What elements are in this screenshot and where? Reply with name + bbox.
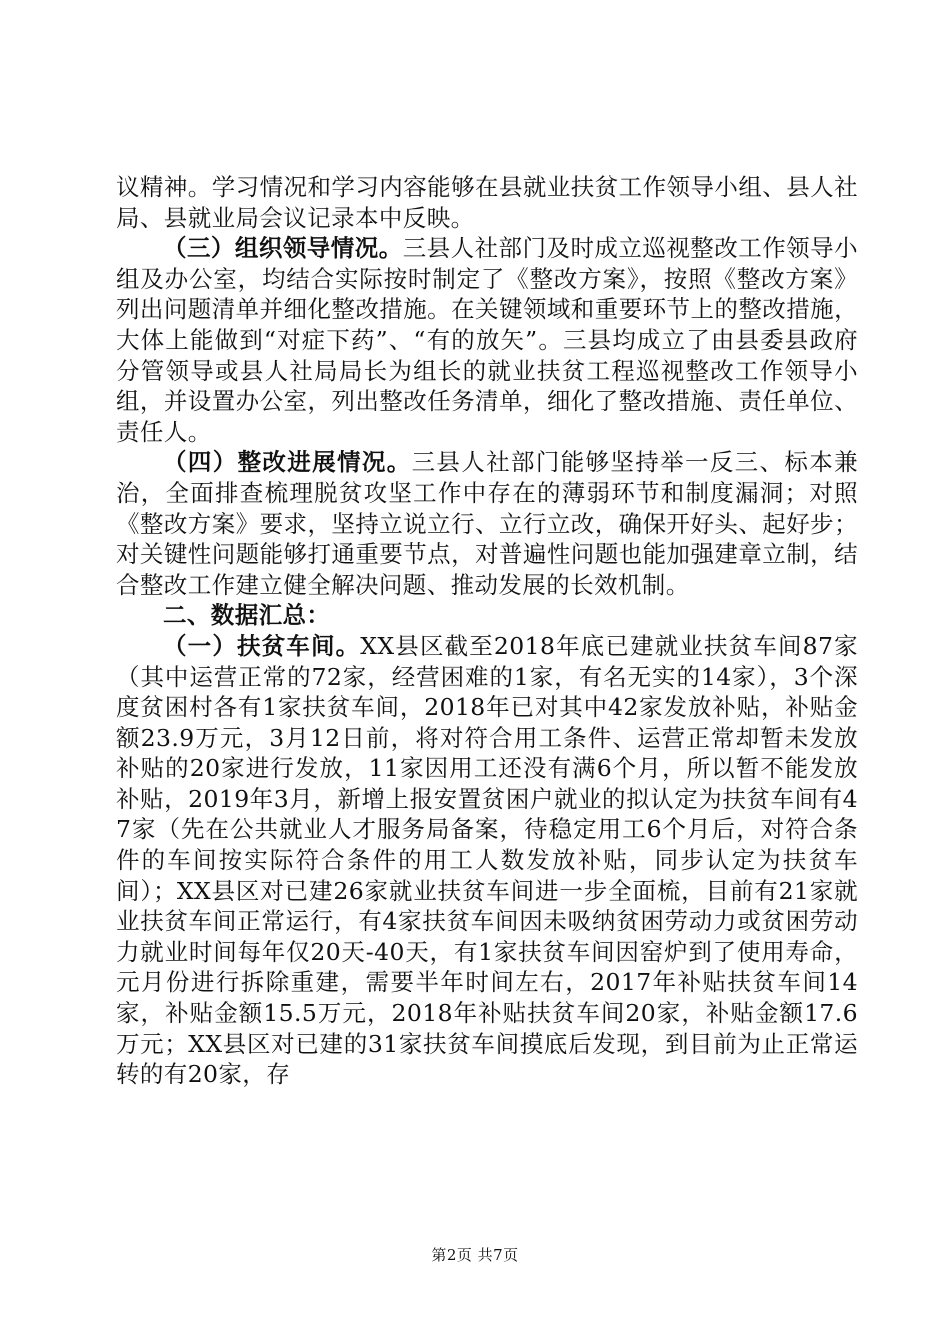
paragraph-text: 议精神。学习情况和学习内容能够在县就业扶贫工作领导小组、县人社局、县就业局会议记录本中反映。 xyxy=(116,173,858,232)
section-heading: （三）组织领导情况。 xyxy=(163,234,403,263)
paragraph-data-summary-heading xyxy=(116,600,858,631)
section-heading: （四）整改进展情况。 xyxy=(163,448,412,477)
section-heading: （一）扶贫车间。 xyxy=(163,631,361,660)
paragraph-organization-leadership xyxy=(116,233,858,447)
paragraph-rectification-progress xyxy=(116,447,858,600)
paragraph-continuation xyxy=(116,172,858,233)
paragraph-text: XX县区截至2018年底已建就业扶贫车间87家（其中运营正常的72家，经营困难的1家，有名无实的14家），3个深度贫困村各有1家扶贫车间，2018年已对其中42家发放补贴，补贴金额23.9万元，3月12日前，将对符合用工条件、运营正常却暂未发放补贴的20家进行发放，11家因用工还没有满6个月，所以暂不能发放补贴，2019年3月，新增上报安置贫困户就业的拟认定为扶贫车间有47家（先在公共就业人才服务局备案，待稳定用工6个月后，对符合条件的车间按实际符合条件的用工人数发放补贴，同步认定为扶贫车间）；XX县区对已建26家就业扶贫车间进一步全面梳，目前有21家就业扶贫车间正常运行，有4家扶贫车间因未吸纳贫困劳动力或贫困劳动力就业时间每年仅20天-40天，有1家扶贫车间因窑炉到了使用寿命，元月份进行拆除重建，需要半年时间左右，2017年补贴扶贫车间14家，补贴金额15.5万元，2018年补贴扶贫车间20家，补贴金额17.6万元；XX县区对已建的31家扶贫车间摸底后发现，到目前为止正常运转的有20家，存 xyxy=(116,631,859,1089)
section-heading: 二、数据汇总： xyxy=(163,601,331,630)
paragraph-poverty-workshops xyxy=(116,631,858,1090)
paragraph-text: 三县人社部门及时成立巡视整改工作领导小组及办公室，均结合实际按时制定了《整改方案》，按照《整改方案》列出问题清单并细化整改措施。在关键领域和重要环节上的整改措施，大体上能做到“对症下药”、“有的放矢”。三县均成立了由县委县政府分管领导或县人社局局长为组长的就业扶贫工程巡视整改工作领导小组，并设置办公室，列出整改任务清单，细化了整改措施、责任单位、责任人。 xyxy=(116,234,859,446)
paragraph-text: 三县人社部门能够坚持举一反三、标本兼治，全面排查梳理脱贫攻坚工作中存在的薄弱环节和制度漏洞；对照《整改方案》要求，坚持立说立行、立行立改，确保开好头、起好步；对关键性问题能够打通重要节点，对普遍性问题也能加强建章立制，结合整改工作建立健全解决问题、推动发展的长效机制。 xyxy=(116,448,859,599)
page-number-footer: 第2页 共7页 xyxy=(431,1246,519,1264)
document-body xyxy=(116,172,858,1090)
